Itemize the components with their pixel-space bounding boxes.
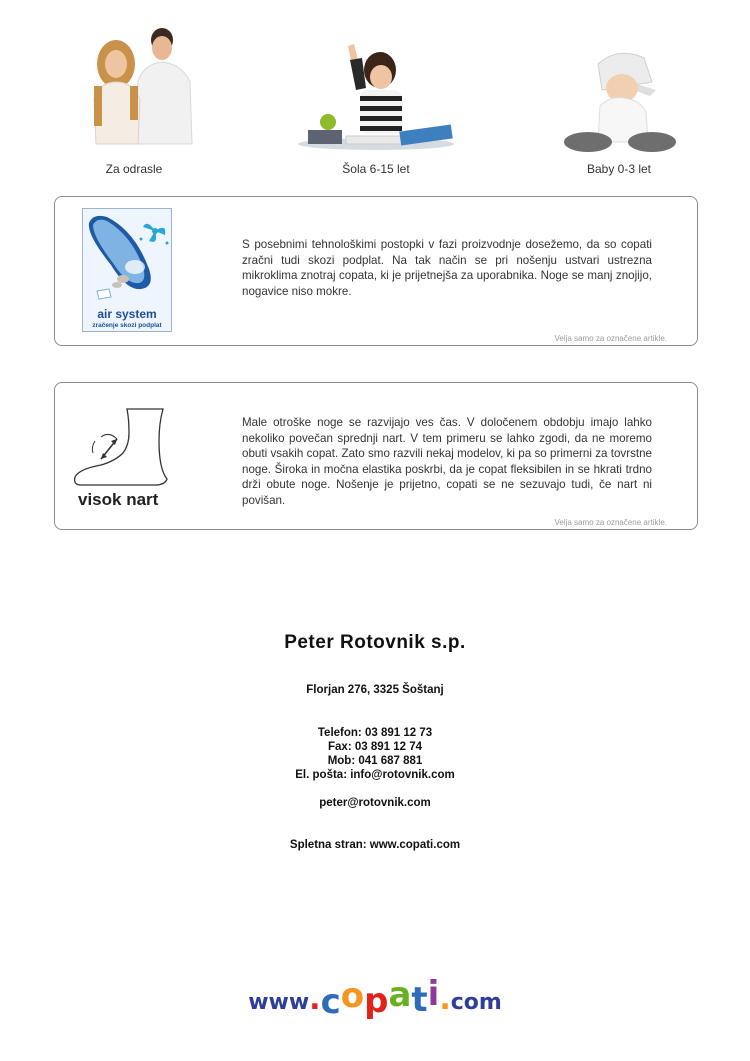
adults-photo — [74, 26, 194, 146]
website[interactable]: Spletna stran: www.copati.com — [289, 839, 461, 851]
category-label: Baby 0-3 let — [586, 162, 652, 176]
category-baby — [558, 46, 680, 178]
school-photo — [296, 40, 456, 152]
foot-icon — [71, 405, 171, 489]
insole-icon — [83, 209, 171, 305]
air-system-note: Velja samo za označene artikle. — [554, 334, 667, 343]
address: Florjan 276, 3325 Šoštanj — [306, 684, 444, 696]
logo-letter: i — [427, 974, 440, 1014]
air-system-badge — [82, 208, 172, 332]
air-system-text: S posebnimi tehnološkimi postopki v fazi proizvodnje dosežemo, da so copati zračni tudi skozi podplat. Na tak način se pri nošenju ustvari ustrezna mikroklima znotraj copata, ki je prijetnejša za uporabnika. Noge se manj znojijo, nogavice niso mokre. — [242, 238, 652, 298]
logo-letter: t — [411, 980, 428, 1020]
badge-title: air system — [97, 307, 157, 321]
category-label: Šola 6-15 let — [342, 162, 410, 176]
high-instep-box — [54, 382, 698, 530]
logo-letter: o — [340, 976, 365, 1016]
logo-letter: . — [309, 982, 321, 1017]
logo-letter: www — [248, 990, 310, 1015]
logo-letter: com — [450, 990, 502, 1015]
logo-letter: . — [439, 982, 451, 1017]
category-adults — [74, 26, 194, 178]
baby-photo — [558, 46, 680, 158]
high-instep-text: Male otroške noge se razvijajo ves čas. V določenem obdobju imajo lahko nekoliko povečan sprednji nart. V tem primeru se lahko zgodi, da ne moremo obuti vsakih copat. Zato smo razvili nekaj modelov, ki pa so primerni za tovrstne noge. Široka in močna elastika poskrbi, da je copat fleksibilen in se hkrati trdno drži obute noge. Nošenje je prijetno, copati se ne sezuvajo tudi, če nart ni povišan. — [242, 416, 652, 507]
copati-logo[interactable] — [0, 974, 750, 1022]
fax: Fax: 03 891 12 74 — [328, 741, 422, 753]
company-name: Peter Rotovnik s.p. — [284, 632, 466, 653]
email[interactable]: El. pošta: info@rotovnik.com — [295, 769, 455, 781]
high-instep-note: Velja samo za označene artikle. — [554, 518, 667, 527]
high-instep-label: visok nart — [78, 490, 159, 509]
phone: Telefon: 03 891 12 73 — [317, 727, 433, 739]
logo-letter: a — [388, 975, 412, 1015]
mobile: Mob: 041 687 881 — [327, 755, 423, 767]
air-system-box — [54, 196, 698, 346]
logo-letter: c — [320, 982, 341, 1022]
logo-letter: p — [364, 981, 389, 1021]
email-secondary[interactable]: peter@rotovnik.com — [319, 797, 431, 809]
badge-subtitle: zračenje skozi podplat — [92, 322, 162, 329]
category-label: Za odrasle — [105, 162, 163, 176]
category-school — [296, 40, 456, 178]
